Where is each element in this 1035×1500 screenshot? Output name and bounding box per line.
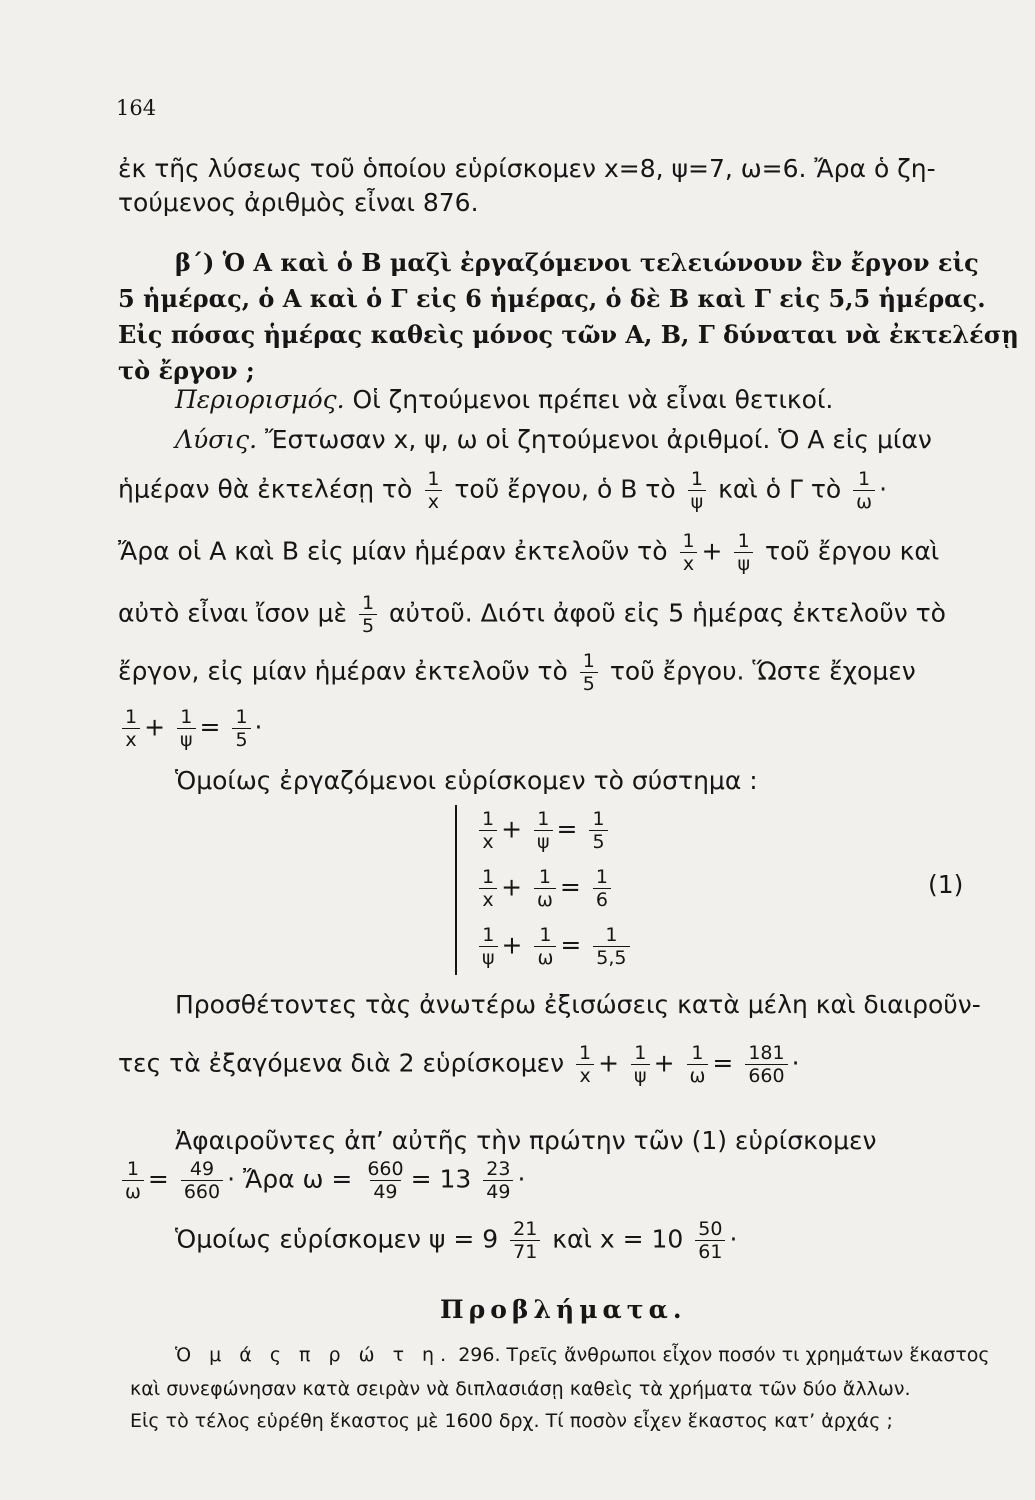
solution-line: Λύσις. Ἔστωσαν x, ψ, ω οἱ ζητούμενοι ἀριθμοί. Ὁ Α εἰς μίαν — [175, 425, 932, 454]
text-line: τούμενος ἀριθμὸς εἶναι 876. — [118, 188, 479, 217]
system-label: (1) — [928, 870, 964, 899]
problem-b-line: τὸ ἔργον ; — [118, 356, 255, 385]
equation-line: $\frac{1}{x}$ + $\frac{1}{\psi}$ = $\frac{1}{5}$ · — [118, 706, 263, 751]
page-number: 164 — [116, 96, 157, 120]
problem-b-line: 5 ἡμέρας, ὁ Α καὶ ὁ Γ εἰς 6 ἡμέρας, ὁ δὲ Β καὶ Γ εἰς 5,5 ἡμέρας. — [118, 284, 986, 313]
fraction: $\frac{1}{\omega}$ — [853, 468, 875, 513]
solution-label: Λύσις. — [175, 425, 258, 454]
text-line-fractions: ἡμέραν θὰ ἐκτελέσῃ τὸ $\frac{1}{x}$ τοῦ ἔργου, ὁ Β τὸ $\frac{1}{\psi}$ καὶ ὁ Γ τὸ $\frac{1}{\omega}$ · — [118, 468, 888, 513]
exercise-line: Εἰς τὸ τέλος εὑρέθη ἕκαστος μὲ 1600 δρχ. Τί ποσὸν εἶχεν ἕκαστος κατ’ ἀρχάς ; — [130, 1410, 893, 1432]
text-line: ἐκ τῆς λύσεως τοῦ ὁποίου εὑρίσκομεν x=8, ψ=7, ω=6. Ἄρα ὁ ζη- — [118, 154, 936, 183]
exercise-group-label: Ὁ μ ά ς π ρ ώ τ η. — [175, 1344, 453, 1366]
problem-b-line: β΄) Ὁ Α καὶ ὁ Β μαζὶ ἐργαζόμενοι τελειώνουν ἓν ἔργον εἰς — [175, 248, 979, 277]
fraction: $\frac{1}{x}$ — [679, 530, 697, 575]
fraction: $\frac{1}{\psi}$ — [734, 530, 753, 575]
exercise-line: καὶ συνεφώνησαν κατὰ σειρὰν νὰ διπλασιάσῃ καθεὶς τὰ χρήματα τῶν δύο ἄλλων. — [130, 1378, 911, 1400]
fraction: $\frac{1}{\psi}$ — [177, 706, 196, 751]
fraction: $\frac{1}{x}$ — [424, 468, 442, 513]
text-line: Ὁμοίως ἐργαζόμενοι εὑρίσκομεν τὸ σύστημα : — [175, 766, 758, 795]
text-line: Ἀφαιροῦντες ἀπ’ αὐτῆς τὴν πρώτην τῶν (1) εὑρίσκομεν — [175, 1126, 877, 1155]
constraint-line: Περιορισμός. Οἱ ζητούμενοι πρέπει νὰ εἶναι θετικοί. — [175, 385, 834, 414]
text-line-fractions: ἔργον, εἰς μίαν ἡμέραν ἐκτελοῦν τὸ $\frac{1}{5}$ τοῦ ἔργου. Ὥστε ἔχομεν — [118, 650, 916, 695]
text-line-fractions: τες τὰ ἐξαγόμενα διὰ 2 εὑρίσκομεν $\frac{1}{x}$ + $\frac{1}{\psi}$ + $\frac{1}{\omega}$ = $\frac{181}{660}$ · — [118, 1042, 800, 1087]
problem-b-line: Εἰς πόσας ἡμέρας καθεὶς μόνος τῶν Α, Β, Γ δύναται νὰ ἐκτελέσῃ — [118, 320, 1019, 349]
constraint-label: Περιορισμός. — [175, 385, 345, 414]
exercise-line: Ὁ μ ά ς π ρ ώ τ η. 296. Τρεῖς ἄνθρωποι εἶχον ποσόν τι χρημάτων ἕκαστος — [175, 1344, 990, 1366]
fraction: $\frac{1}{5}$ — [359, 592, 377, 637]
fraction: $\frac{1}{x}$ — [122, 706, 140, 751]
fraction: $\frac{1}{\psi}$ — [688, 468, 707, 513]
fraction: $\frac{1}{5}$ — [232, 706, 250, 751]
equation-line: $\frac{1}{\omega}$ = $\frac{49}{660}$ · Ἄρα ω = $\frac{660}{49}$ = 13 $\frac{23}{49}$ · — [118, 1158, 525, 1203]
text-line-fractions: αὐτὸ εἶναι ἴσον μὲ $\frac{1}{5}$ αὐτοῦ. Διότι ἀφοῦ εἰς 5 ἡμέρας ἐκτελοῦν τὸ — [118, 592, 946, 637]
system-equation-3: $\frac{1}{\psi}$ + $\frac{1}{\omega}$ = $\frac{1}{5,5}$ — [475, 924, 634, 969]
system-equation-2: $\frac{1}{x}$ + $\frac{1}{\omega}$ = $\frac{1}{6}$ — [475, 866, 615, 911]
section-heading: Προβλήματα. — [440, 1295, 687, 1324]
text-line: Προσθέτοντες τὰς ἀνωτέρω ἐξισώσεις κατὰ μέλη καὶ διαιροῦν- — [175, 990, 981, 1019]
equation-line: Ὁμοίως εὑρίσκομεν ψ = 9 $\frac{21}{71}$ καὶ x = 10 $\frac{50}{61}$ · — [175, 1218, 738, 1263]
system-equation-1: $\frac{1}{x}$ + $\frac{1}{\psi}$ = $\frac{1}{5}$ — [475, 808, 612, 853]
text-line-fractions: Ἄρα οἱ Α καὶ Β εἰς μίαν ἡμέραν ἐκτελοῦν τὸ $\frac{1}{x}$ + $\frac{1}{\psi}$ τοῦ ἔργου καὶ — [118, 530, 940, 575]
fraction: $\frac{1}{5}$ — [580, 650, 598, 695]
